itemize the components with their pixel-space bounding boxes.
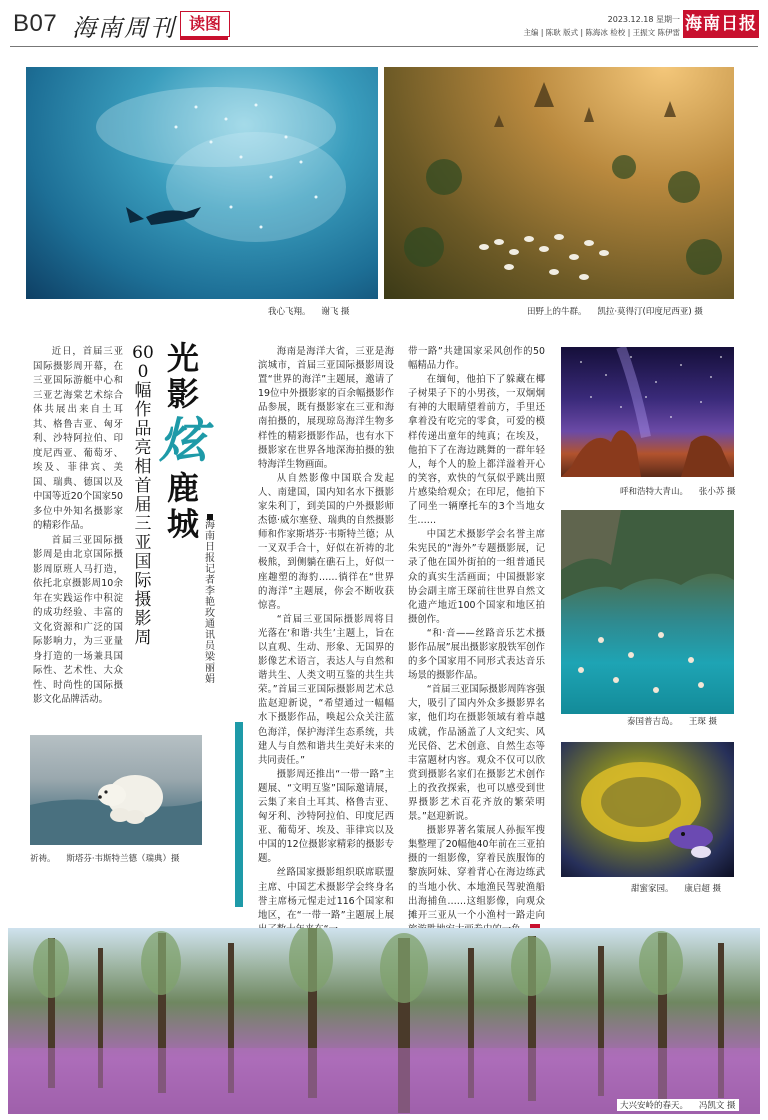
- caption-cattle: 田野上的牛群。 凯拉·莫得汀(印度尼西亚) 摄: [527, 307, 703, 317]
- section-name: 海南周刊: [72, 14, 176, 42]
- headline-char: 城: [166, 505, 199, 543]
- photo-clownfish-anemone: [561, 742, 734, 877]
- page-number: B07: [13, 10, 58, 37]
- decorative-teal-bar: [235, 722, 243, 907]
- subheadline: 600幅作品亮相首届三亚国际摄影周: [132, 343, 154, 648]
- headline-char: 光: [166, 339, 199, 377]
- column-tag-underline: [180, 37, 228, 40]
- caption-bear: 祈祷。 斯塔芬·韦斯特兰德（瑞典）摄: [30, 854, 180, 864]
- photo-polar-bear: [30, 735, 202, 845]
- column-tag: 读图: [180, 11, 230, 37]
- caption-island: 泰国普吉岛。 王琛 摄: [627, 717, 718, 727]
- photo-starry-mountain: [561, 347, 734, 477]
- caption-stars: 呼和浩特大青山。 张小苏 摄: [620, 487, 736, 497]
- editor-credits: 主编 | 陈耿 版式 | 陈海冰 检校 | 王振文 陈伊雷: [523, 28, 680, 37]
- newspaper-masthead-logo: 海南日报: [683, 10, 759, 38]
- caption-reef: 甜蜜家园。 康启超 摄: [631, 884, 722, 894]
- photo-freediver-with-fish: [26, 67, 378, 299]
- caption-dolphin: 我心飞翔。 谢飞 摄: [268, 307, 350, 317]
- photo-phuket-swimmers: [561, 510, 734, 714]
- headline-accent-char: 炫: [158, 413, 207, 469]
- headline-char: 鹿: [166, 469, 199, 507]
- date-line: 2023.12.18 星期一: [607, 15, 680, 24]
- caption-forest: 大兴安岭的春天。 冯凯文 摄: [617, 1099, 739, 1111]
- article-column-2: 带一路”共建国家采风创作的50幅精品力作。 在缅甸，他拍下了躲藏在椰子树果子下的小男孩，一双炯炯有神的大眼睛望着前方，手里还拿着没有吃完的零食，可爱的模样传递出童年的纯真；在埃及，他拍下了在海边跳舞的一群年轻人，每个人的脸上都洋溢着开心的笑容，欢快的气氛似乎跳出照片感染给观众；在印尼，他拍下了同坐一辆摩托车的3个当地女生…… 中国艺术摄影学会名誉主席朱宪民的“海外”专题摄影展，记录了他在国外街拍的一组普通民众的真实生活画面；中国摄影家协会副主席王琛前往世界自然文化遗产地近100个国家和地区拍摄创作。 “和·音——丝路音乐艺术摄影作品展”展出摄影家殷铁军创作的多个国家用不同形式表达音乐场景的摄影作品。 “首届三亚国际摄影周阵容强大，吸引了国内外众多摄影界名家，他们均在摄影领域有着卓越成就，作品涵盖了人文纪实、风光民俗、艺术创意、自然生态等丰富题材内容。观众不仅可以欣赏到摄影名家们在摄影艺术创作上的孜孜探索，也可以感受到世界摄影艺术百花齐放的繁荣明景。”赵迎新说。 摄影界著名策展人孙振军搜集整理了20幅他40年前在三亚拍摄的一组影像，穿着民族服饰的黎族阿妹、穿着背心在海边练武的当地小伙、本地渔民驾驶渔船出海捕鱼……这组影像，向观众摊开三亚从一个小渔村一路走向: [408, 345, 545, 937]
- photo-spring-forest: [8, 928, 760, 1114]
- headline: [158, 340, 208, 542]
- photo-cattle-in-field: [384, 67, 734, 299]
- byline: 海南日报记者 李艳玫 通讯员 梁丽娟: [205, 520, 215, 685]
- header-divider: [10, 46, 758, 47]
- headline-char: 影: [166, 375, 199, 413]
- article-column-1: 海南是海洋大省，三亚是海滨城市，首届三亚国际摄影周设置“世界的海洋”主题展，邀请了19位中外摄影家的百余幅摄影作品参展，既有摄影家在三亚和海南拍摄的，展现琼岛海洋生物多样性的精彩摄影作品，也有水下摄影家在世界各地深海拍摄的独特海洋生物画面。 从自然影像中国联合发起人、南建国，国内知名水下摄影家朱利丁，到美国的户外摄影师杰德·威尔塞登、瑞典的自然摄影师和作家斯塔芬·韦斯特兰德；从一叉双手合十，好似在祈祷的北极熊，到侧躺在礁石上，好似一座趣塑的海豹……徜徉在“世界的海洋”主题展，你会不断收获惊喜。 “首届三亚国际摄影周将目光落在‘和谐·共生’主题上，旨在以直观、生动、形象、无国界的影像艺术语言，表达人与自然和谐共生、人类文明互鉴的共生共荣。”首届三亚国际摄影周艺术总监赵迎新说，“希望通过一幅幅水下摄影作品，唤起公众关注蓝色海洋，保护海洋生态系统，共建人与自然和谐共生美好未来的共同责任。” 摄影周还推出“一带一路”主题展、“文明互鉴”国际邀请展，云集了来自土耳其、格鲁吉亚、匈牙利、沙特阿拉伯、印度尼西亚、葡萄牙、埃及、菲律宾以及中国的12位摄影家精彩的摄影专题。 丝路国家摄影组织联席联盟主席、中国艺术摄影学会终身名誉主席杨元惺走过116个国家和地区，在“一带一路”主题展上展: [258, 346, 394, 921]
- lede-text: 近日，首届三亚国际摄影周开幕，在三亚国际游艇中心和三亚艺海棠艺术综合体共展出来自土耳其、格鲁吉亚、匈牙利、沙特阿拉伯、印度尼西亚、葡萄牙、埃及、菲律宾、美国、瑞典、德国以及中国等近20个国家50多位中外知名摄影家的精彩作品。 首届三亚国际摄影周是由北京国际摄影周原班人马打造，依托北京摄影周10余年在实践运作中积淀的成功经验、丰富的文化资源和广泛的国际影响力，为三亚量身打造的一场兼具国际性、艺术性、大众性、时尚性的国际摄影文化品牌活动。: [33, 346, 123, 705]
